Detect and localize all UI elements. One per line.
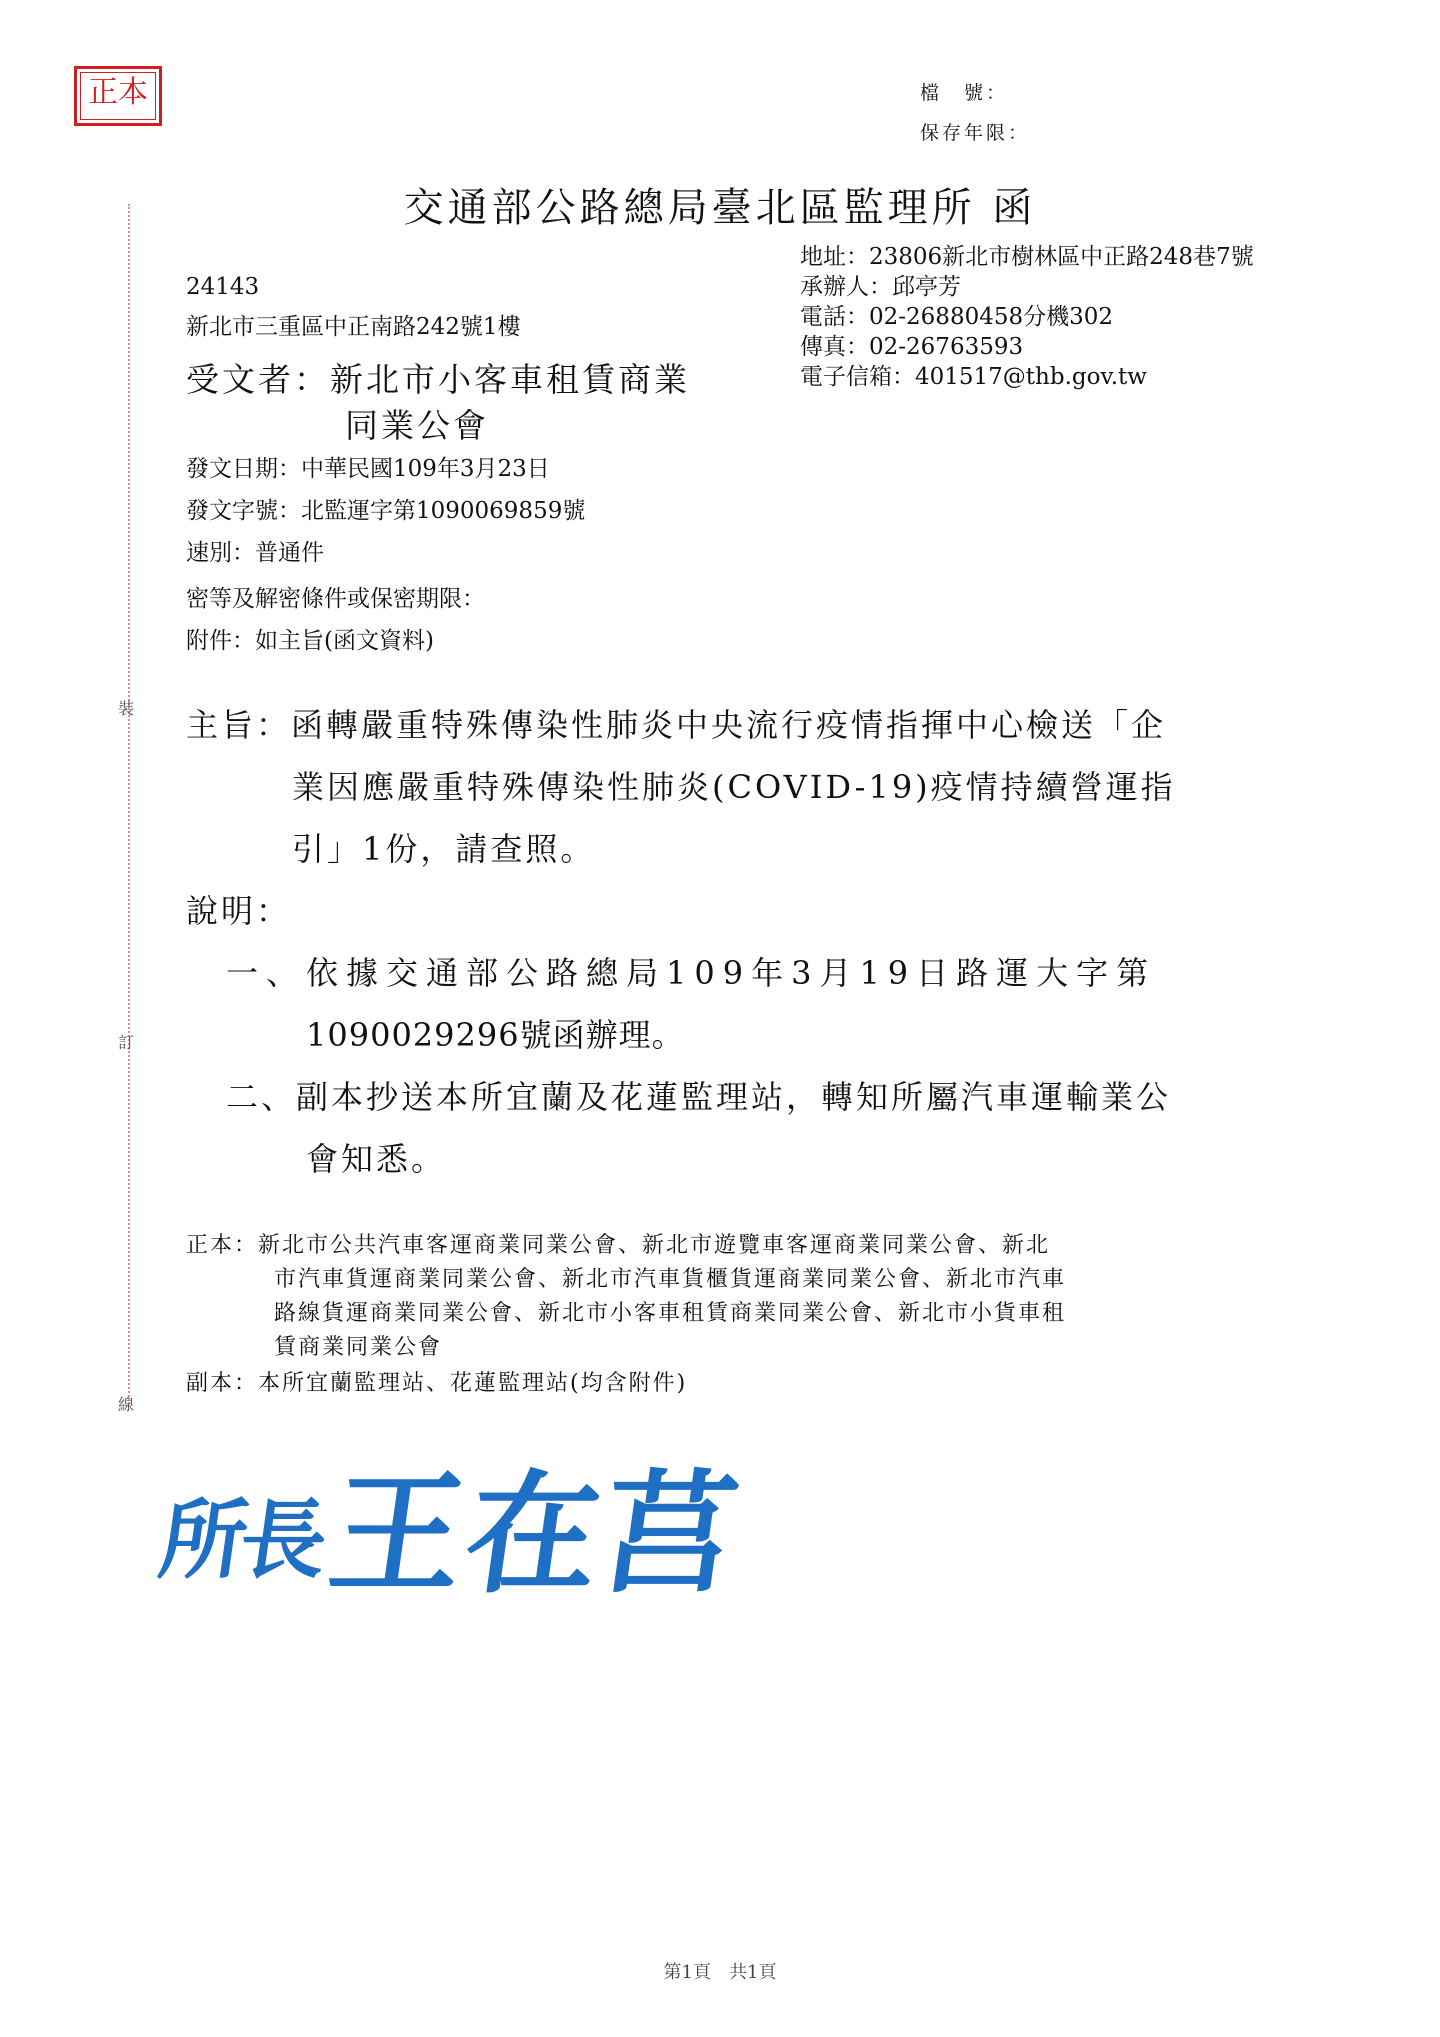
document-number: 發文字號：北監運字第1090069859號 (186, 498, 586, 524)
explanation-item-2-line-1: 二、副本抄送本所宜蘭及花蓮監理站，轉知所屬汽車運輸業公 (226, 1078, 1172, 1116)
explanation-label: 說明： (186, 892, 292, 930)
subject-line-1: 主旨：函轉嚴重特殊傳染性肺炎中央流行疫情指揮中心檢送「企 (186, 706, 1167, 744)
copy-recipients: 副本：本所宜蘭監理站、花蓮監理站(均含附件) (186, 1371, 688, 1396)
page-number-footer: 第1頁 共1頁 (663, 1962, 777, 1983)
contact-address: 地址：23806新北市樹林區中正路248巷7號 (800, 244, 1254, 270)
document-title: 交通部公路總局臺北區監理所 函 (403, 185, 1037, 231)
secrecy-level: 密等及解密條件或保密期限： (186, 586, 485, 612)
director-signature-stamp (153, 1456, 772, 1614)
recipient-street-address: 新北市三重區中正南路242號1樓 (186, 314, 521, 340)
contact-fax: 傳真：02-26763593 (800, 334, 1024, 360)
recipient-line-1: 受文者：新北市小客車租賃商業 (186, 360, 690, 399)
contact-email: 電子信箱：401517@thb.gov.tw (800, 364, 1147, 390)
recipient-line-2: 同業公會 (345, 406, 489, 445)
retention-period-label: 保存年限： (920, 122, 1031, 144)
binding-mark-staple: 訂 (118, 1033, 135, 1052)
original-recipients-line-2: 市汽車貨運商業同業公會、新北市汽車貨櫃貨運商業同業公會、新北市汽車 (274, 1267, 1067, 1292)
binding-dotted-line (128, 204, 130, 1404)
recipient-postal-code: 24143 (186, 274, 260, 300)
explanation-item-2-line-2: 會知悉。 (306, 1140, 447, 1178)
original-recipients-line-4: 賃商業同業公會 (274, 1335, 443, 1360)
original-recipients-line-3: 路線貨運商業同業公會、新北市小客車租賃商業同業公會、新北市小貨車租 (274, 1301, 1067, 1326)
subject-line-2: 業因應嚴重特殊傳染性肺炎(COVID-19)疫情持續營運指 (292, 768, 1176, 806)
contact-handler: 承辦人：邱亭芳 (800, 274, 961, 300)
signature-image (153, 1456, 772, 1612)
original-copy-stamp: 正本 (74, 66, 162, 126)
explanation-item-1-line-1: 一、依據交通部公路總局109年3月19日路運大字第 (226, 954, 1157, 992)
delivery-speed: 速別：普通件 (186, 540, 324, 566)
issue-date: 發文日期：中華民國109年3月23日 (186, 456, 550, 482)
contact-phone: 電話：02-26880458分機302 (800, 304, 1114, 330)
signature-title-glyphs: 所長 (153, 1490, 328, 1591)
binding-mark-bind: 裝 (118, 699, 135, 718)
explanation-item-1-line-2: 1090029296號函辦理。 (306, 1016, 685, 1054)
original-recipients-line-1: 正本：新北市公共汽車客運商業同業公會、新北市遊覽車客運商業同業公會、新北 (186, 1233, 1051, 1258)
subject-line-3: 引」1份，請查照。 (292, 830, 596, 868)
binding-mark-line: 線 (118, 1395, 135, 1414)
archive-number-label: 檔 號： (920, 82, 1009, 104)
signature-name-glyphs: 王在莒 (320, 1456, 751, 1612)
attachment-info: 附件：如主旨(函文資料) (186, 628, 434, 654)
